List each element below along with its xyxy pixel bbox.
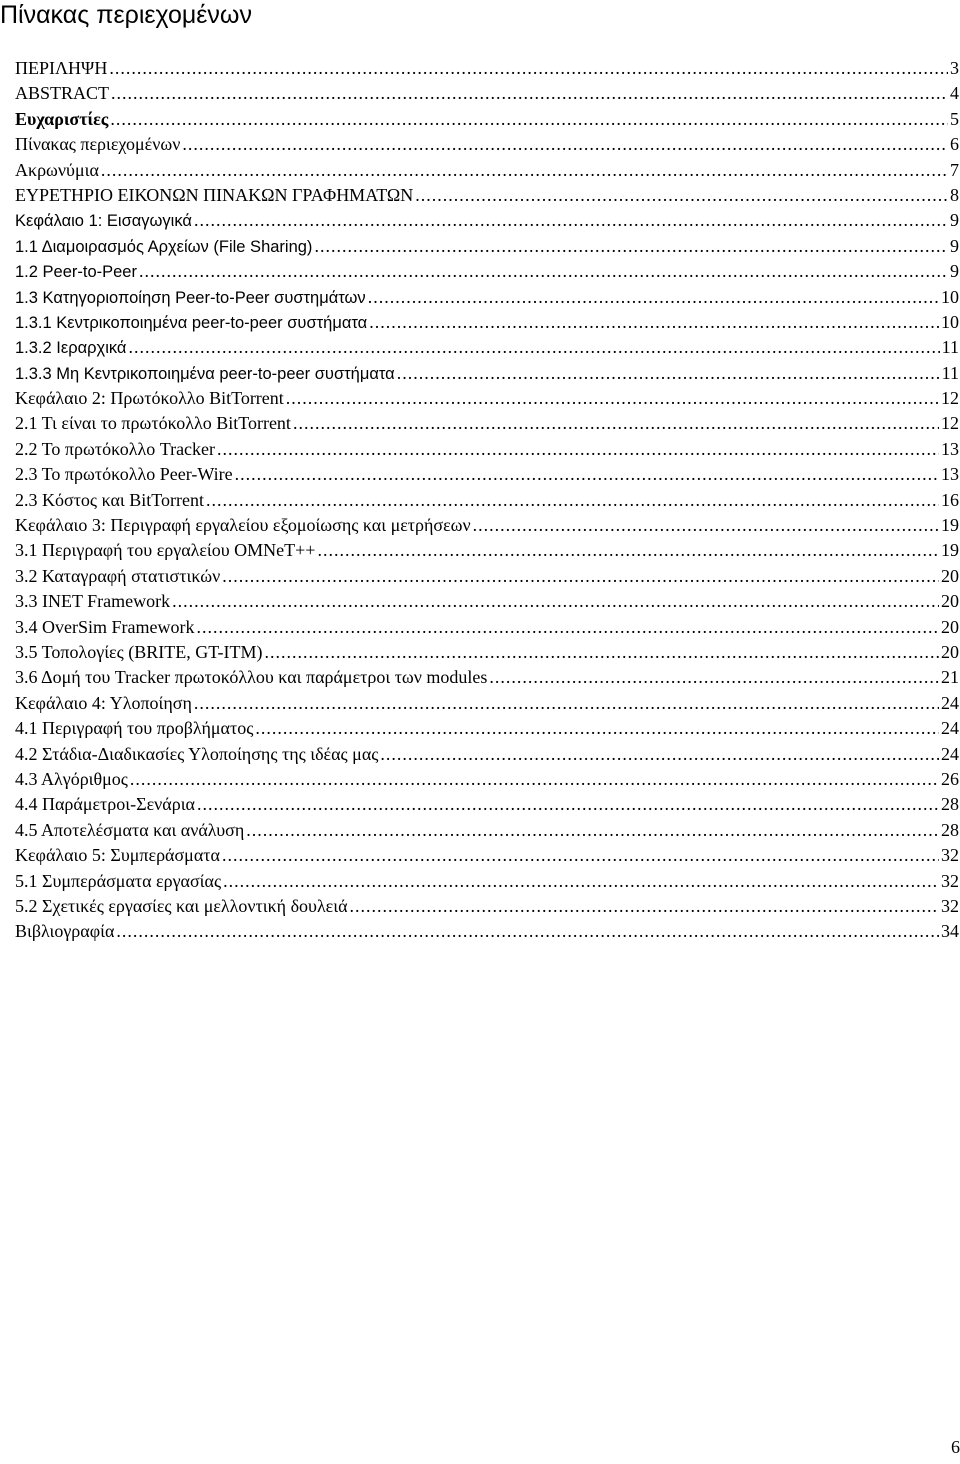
toc-entry-page-number: 24 xyxy=(941,692,959,713)
page-number: 6 xyxy=(951,1437,960,1457)
toc-dot-leader xyxy=(111,81,948,106)
toc-entry[interactable] xyxy=(15,208,959,233)
toc-entry-label[interactable]: 4.2 Στάδια-Διαδικασίες Υλοποίησης της ιδέας μας xyxy=(15,743,379,764)
toc-entry-label[interactable]: 4.4 Παράμετροι-Σενάρια xyxy=(15,794,195,815)
toc-entry[interactable] xyxy=(15,158,959,183)
toc-entry-label[interactable]: 3.5 Τοπολογίες (BRITE, GT-ITM) xyxy=(15,641,263,662)
toc-entry-page-number: 32 xyxy=(941,895,959,916)
toc-dot-leader xyxy=(380,742,939,767)
toc-entry-label[interactable]: 1.2 Peer-to-Peer xyxy=(15,263,137,282)
toc-entry[interactable] xyxy=(15,411,959,436)
toc-entry-label[interactable]: 1.3.3 Μη Κεντρικοποιημένα peer-to-peer συστήματα xyxy=(15,364,395,383)
toc-entry-label[interactable]: 4.1 Περιγραφή του προβλήματος xyxy=(15,718,254,739)
toc-dot-leader xyxy=(415,183,948,208)
toc-entry[interactable] xyxy=(15,767,959,792)
toc-entry[interactable] xyxy=(15,234,959,259)
page-title: Πίνακας περιεχομένων xyxy=(0,1,252,29)
toc-entry-label[interactable]: 2.1 Τι είναι το πρωτόκολλο BitTorrent xyxy=(15,413,291,434)
toc-entry-page-number: 9 xyxy=(950,210,959,231)
toc-entry-label[interactable]: Κεφάλαιο 1: Εισαγωγικά xyxy=(15,212,192,231)
toc-entry-label[interactable]: Κεφάλαιο 3: Περιγραφή εργαλείου εξομοίωσης και μετρήσεων xyxy=(15,515,471,536)
toc-dot-leader xyxy=(222,564,939,589)
toc-entry-label[interactable]: Ακρωνύμια xyxy=(15,159,99,180)
toc-entry[interactable] xyxy=(15,742,959,767)
toc-dot-leader xyxy=(265,640,939,665)
toc-dot-leader xyxy=(217,437,939,462)
toc-entry-page-number: 20 xyxy=(941,565,959,586)
toc-entry-page-number: 20 xyxy=(941,641,959,662)
toc-entry[interactable] xyxy=(15,183,959,208)
toc-entry[interactable] xyxy=(15,132,959,157)
toc-entry-label[interactable]: ABSTRACT xyxy=(15,83,110,104)
toc-entry-page-number: 16 xyxy=(941,489,959,510)
toc-entry-page-number: 4 xyxy=(950,83,959,104)
toc-entry-page-number: 8 xyxy=(950,184,959,205)
toc-entry[interactable] xyxy=(15,285,959,310)
toc-entry-page-number: 21 xyxy=(941,667,959,688)
toc-dot-leader xyxy=(222,843,939,868)
toc-entry-label[interactable]: 4.3 Αλγόριθμος xyxy=(15,768,128,789)
toc-entry-page-number: 19 xyxy=(941,540,959,561)
toc-entry[interactable] xyxy=(15,564,959,589)
toc-entry[interactable] xyxy=(15,335,959,360)
toc-dot-leader xyxy=(196,615,939,640)
toc-dot-leader xyxy=(116,919,939,944)
toc-dot-leader xyxy=(128,335,939,360)
toc-entry[interactable] xyxy=(15,259,959,284)
toc-entry-label[interactable]: 2.3 Κόστος και BitTorrent xyxy=(15,489,204,510)
toc-entry-page-number: 28 xyxy=(941,794,959,815)
toc-dot-leader xyxy=(255,716,939,741)
toc-entry-page-number: 24 xyxy=(941,718,959,739)
toc-dot-leader xyxy=(182,132,948,157)
toc-entry-label[interactable]: Πίνακας περιεχομένων xyxy=(15,134,181,155)
toc-dot-leader xyxy=(206,488,939,513)
toc-entry-label[interactable]: 3.2 Καταγραφή στατιστικών xyxy=(15,565,221,586)
toc-entry-label[interactable]: Κεφάλαιο 2: Πρωτόκολλο BitTorrent xyxy=(15,388,284,409)
toc-entry-page-number: 9 xyxy=(950,261,959,282)
toc-dot-leader xyxy=(197,792,939,817)
toc-entry[interactable] xyxy=(15,361,959,386)
toc-dot-leader xyxy=(110,107,948,132)
toc-entry-page-number: 9 xyxy=(950,235,959,256)
toc-dot-leader xyxy=(235,462,939,487)
toc-dot-leader xyxy=(489,665,939,690)
toc-dot-leader xyxy=(246,818,939,843)
toc-entry-label[interactable]: Κεφάλαιο 5: Συμπεράσματα xyxy=(15,845,220,866)
toc-entry-label[interactable]: 2.2 Το πρωτόκολλο Tracker xyxy=(15,438,216,459)
toc-dot-leader xyxy=(194,691,939,716)
toc-dot-leader xyxy=(286,386,939,411)
toc-dot-leader xyxy=(317,538,939,563)
toc-entry-page-number: 13 xyxy=(941,464,959,485)
toc-entry[interactable] xyxy=(15,691,959,716)
toc-entry-page-number: 7 xyxy=(950,159,959,180)
toc-entry[interactable] xyxy=(15,56,959,81)
toc-entry-label[interactable]: 1.1 Διαμοιρασμός Αρχείων (File Sharing) xyxy=(15,237,313,256)
toc-dot-leader xyxy=(368,285,939,310)
toc-entry-page-number: 34 xyxy=(941,921,959,942)
toc-dot-leader xyxy=(194,208,948,233)
toc-entry-page-number: 13 xyxy=(941,438,959,459)
toc-entry[interactable] xyxy=(15,310,959,335)
toc-entry[interactable] xyxy=(15,640,959,665)
toc-entry[interactable] xyxy=(15,386,959,411)
toc-entry-label[interactable]: 5.2 Σχετικές εργασίες και μελλοντική δουλειά xyxy=(15,895,348,916)
toc-list xyxy=(15,56,959,945)
toc-dot-leader xyxy=(101,158,948,183)
toc-entry[interactable] xyxy=(15,919,959,944)
toc-entry-label[interactable]: Βιβλιογραφία xyxy=(15,921,115,942)
toc-entry[interactable] xyxy=(15,107,959,132)
toc-entry-page-number: 32 xyxy=(941,870,959,891)
toc-entry[interactable] xyxy=(15,437,959,462)
toc-dot-leader xyxy=(397,361,940,386)
toc-dot-leader xyxy=(172,589,939,614)
toc-entry-label[interactable]: 1.3.2 Ιεραρχικά xyxy=(15,339,127,358)
toc-entry-page-number: 32 xyxy=(941,845,959,866)
toc-dot-leader xyxy=(369,310,939,335)
toc-entry-label[interactable]: 2.3 Το πρωτόκολλο Peer-Wire xyxy=(15,464,233,485)
toc-dot-leader xyxy=(109,56,948,81)
toc-entry[interactable] xyxy=(15,665,959,690)
toc-entry-page-number: 6 xyxy=(950,134,959,155)
toc-entry-label[interactable]: 3.3 INET Framework xyxy=(15,591,171,612)
toc-entry[interactable] xyxy=(15,843,959,868)
toc-entry[interactable] xyxy=(15,894,959,919)
toc-dot-leader xyxy=(293,411,939,436)
toc-entry-page-number: 12 xyxy=(941,413,959,434)
toc-entry[interactable] xyxy=(15,869,959,894)
toc-entry-page-number: 19 xyxy=(941,515,959,536)
toc-dot-leader xyxy=(473,513,939,538)
toc-entry-page-number: 11 xyxy=(941,337,959,358)
toc-dot-leader xyxy=(130,767,939,792)
toc-entry-page-number: 24 xyxy=(941,743,959,764)
toc-entry[interactable] xyxy=(15,81,959,106)
toc-entry-label[interactable]: 5.1 Συμπεράσματα εργασίας xyxy=(15,870,222,891)
toc-entry[interactable] xyxy=(15,792,959,817)
toc-entry[interactable] xyxy=(15,462,959,487)
toc-entry-label[interactable]: Κεφάλαιο 4: Υλοποίηση xyxy=(15,692,192,713)
toc-entry-page-number: 10 xyxy=(941,286,959,307)
toc-entry[interactable] xyxy=(15,513,959,538)
toc-entry-label[interactable]: ΠΕΡΙΛΗΨΗ xyxy=(15,58,108,78)
toc-entry[interactable] xyxy=(15,538,959,563)
toc-entry-label[interactable]: 3.4 OverSim Framework xyxy=(15,616,195,637)
toc-dot-leader xyxy=(139,259,948,284)
toc-entry-label[interactable]: 4.5 Αποτελέσματα και ανάλυση xyxy=(15,819,245,840)
toc-dot-leader xyxy=(223,869,939,894)
toc-entry[interactable] xyxy=(15,488,959,513)
toc-entry-label[interactable]: 3.6 Δομή του Tracker πρωτοκόλλου και παράμετροι των modules xyxy=(15,667,488,688)
toc-entry-page-number: 5 xyxy=(950,108,959,129)
toc-entry-label[interactable]: 1.3.1 Κεντρικοποιημένα peer-to-peer συστήματα xyxy=(15,313,368,332)
toc-dot-leader xyxy=(314,234,948,259)
toc-entry-label[interactable]: 1.3 Κατηγοριοποίηση Peer-to-Peer συστημάτων xyxy=(15,288,366,307)
toc-entry[interactable] xyxy=(15,818,959,843)
toc-entry-page-number: 26 xyxy=(941,768,959,789)
toc-entry[interactable] xyxy=(15,615,959,640)
toc-entry-page-number: 10 xyxy=(941,311,959,332)
toc-entry-label[interactable]: 3.1 Περιγραφή του εργαλείου OMNeT++ xyxy=(15,540,316,561)
toc-entry-page-number: 20 xyxy=(941,591,959,612)
toc-entry-page-number: 20 xyxy=(941,616,959,637)
toc-entry-page-number: 28 xyxy=(941,819,959,840)
toc-dot-leader xyxy=(350,894,939,919)
toc-entry[interactable] xyxy=(15,716,959,741)
toc-entry-page-number: 12 xyxy=(941,388,959,409)
toc-entry[interactable] xyxy=(15,589,959,614)
toc-entry-page-number: 3 xyxy=(950,58,959,78)
toc-entry-page-number: 11 xyxy=(941,362,959,383)
toc-entry-label[interactable]: ΕΥΡΕΤΗΡΙΟ ΕΙΚΟΝΩΝ ΠΙΝΑΚΩΝ ΓΡΑΦΗΜΑΤΩΝ xyxy=(15,184,414,205)
toc-entry-label[interactable]: Ευχαριστίες xyxy=(15,108,109,129)
